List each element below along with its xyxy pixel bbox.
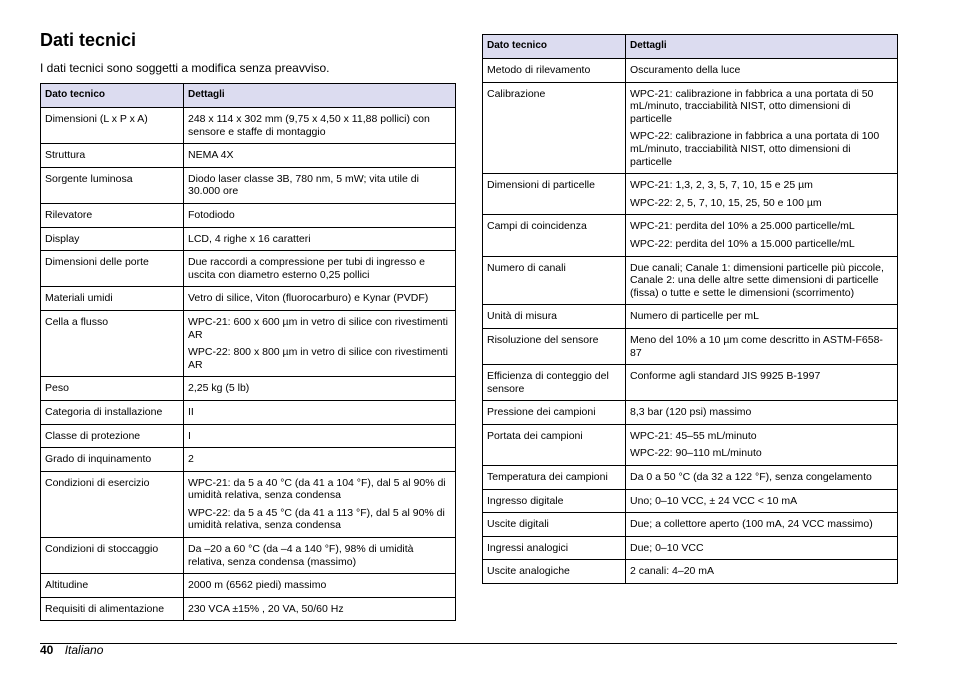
table-row (483, 365, 898, 401)
header-dettagli: Dettagli (184, 84, 456, 108)
table-row (41, 597, 456, 621)
table-row (483, 536, 898, 560)
spec-value: 2,25 kg (5 lb) (188, 382, 250, 395)
table-row (483, 513, 898, 537)
table-row (483, 82, 898, 174)
spec-value-cell (184, 167, 456, 203)
spec-value: LCD, 4 righe x 16 caratteri (188, 232, 311, 245)
spec-value: Oscuramento della luce (630, 64, 741, 76)
table-row (483, 256, 898, 305)
spec-label: Risoluzione del sensore (483, 328, 626, 364)
spec-value: WPC-21: 600 x 600 µm in vetro di silice con rivestimenti AR (188, 315, 448, 341)
table-row (41, 400, 456, 424)
table-row (483, 59, 898, 83)
spec-value-cell (626, 305, 898, 329)
spec-label: Uscite digitali (483, 513, 626, 537)
spec-value-cell (184, 538, 456, 574)
spec-value-cell (184, 574, 456, 598)
spec-label: Categoria di installazione (41, 400, 184, 424)
footer-divider (40, 643, 897, 644)
table-row (483, 328, 898, 364)
spec-value: 8,3 bar (120 psi) massimo (630, 406, 752, 419)
table-row (41, 424, 456, 448)
table-row (483, 401, 898, 425)
spec-value: WPC-21: 1,3, 2, 3, 5, 7, 10, 15 e 25 µm (630, 179, 813, 192)
spec-label: Cella a flusso (41, 310, 184, 376)
spec-value: WPC-22: calibrazione in fabbrica a una portata di 100 mL/minuto, tracciabilità NIST, otto dimensioni di particelle (630, 130, 880, 168)
spec-value-cell (184, 251, 456, 287)
table-row (41, 471, 456, 537)
spec-value-cell (626, 365, 898, 401)
spec-value: WPC-21: perdita del 10% a 25.000 particelle/mL (630, 220, 855, 233)
spec-label: Metodo di rilevamento (483, 59, 626, 83)
spec-value: Da –20 a 60 °C (da –4 a 140 °F), 98% di umidità relativa, senza condensa (massimo) (188, 543, 414, 568)
spec-label: Pressione dei campioni (483, 401, 626, 425)
spec-label: Grado di inquinamento (41, 448, 184, 472)
spec-value: 2 (188, 453, 194, 466)
spec-label: Unità di misura (483, 305, 626, 329)
header-dato-tecnico: Dato tecnico (483, 35, 626, 59)
spec-value: NEMA 4X (188, 149, 234, 162)
table-row (41, 377, 456, 401)
spec-value: WPC-22: da 5 a 45 °C (da 41 a 113 °F), dal 5 al 90% di umidità relativa, senza condensa (188, 506, 445, 532)
page-title: Dati tecnici (40, 30, 137, 50)
header-dettagli: Dettagli (626, 35, 898, 59)
spec-table-left-body (41, 108, 456, 621)
table-row (41, 448, 456, 472)
page-footer (40, 643, 103, 657)
spec-value: Fotodiodo (188, 208, 235, 221)
spec-value: Meno del 10% a 10 µm come descritto in ASTM-F658-87 (630, 333, 883, 359)
spec-label: Peso (41, 377, 184, 401)
spec-value-cell (626, 59, 898, 83)
spec-value-cell (184, 203, 456, 227)
spec-value: WPC-21: calibrazione in fabbrica a una portata di 50 mL/minuto, tracciabilità NIST, otto dimensioni di particelle (630, 87, 874, 125)
table-row (483, 560, 898, 584)
spec-label: Ingresso digitale (483, 489, 626, 513)
spec-value-cell (626, 466, 898, 490)
spec-value-cell (626, 328, 898, 364)
footer-language: Italiano (64, 643, 104, 657)
spec-value-cell (626, 536, 898, 560)
spec-value: 2000 m (6562 piedi) massimo (188, 579, 327, 592)
spec-value: WPC-22: 2, 5, 7, 10, 15, 25, 50 e 100 µm (630, 196, 822, 209)
spec-value-cell (184, 377, 456, 401)
table-row (41, 574, 456, 598)
spec-label: Materiali umidi (41, 287, 184, 311)
spec-value: Due; a collettore aperto (100 mA, 24 VCC massimo) (630, 518, 873, 531)
page-number: 40 (40, 643, 54, 657)
table-row (41, 310, 456, 376)
spec-label: Condizioni di stoccaggio (41, 538, 184, 574)
spec-label: Ingressi analogici (483, 536, 626, 560)
spec-value: 248 x 114 x 302 mm (9,75 x 4,50 x 11,88 pollici) con sensore e staffe di montaggio (188, 113, 430, 138)
intro-text: I dati tecnici sono soggetti a modifica senza preavviso. (40, 61, 330, 75)
spec-value-cell (184, 424, 456, 448)
table-row (41, 287, 456, 311)
table-row (41, 227, 456, 251)
table-row (483, 489, 898, 513)
table-row (483, 424, 898, 465)
spec-value: Due; 0–10 VCC (630, 541, 704, 554)
spec-value: Due canali; Canale 1: dimensioni particelle più piccole, Canale 2: una delle altre sette dimensioni di particelle (fissa) o tutte e sette le dimensioni (scorrimento) (630, 261, 884, 299)
spec-value: Numero di particelle per mL (630, 310, 759, 323)
spec-value: WPC-21: da 5 a 40 °C (da 41 a 104 °F), dal 5 al 90% di umidità relativa, senza condensa (188, 476, 446, 502)
spec-value: WPC-21: 45–55 mL/minuto (630, 429, 757, 442)
spec-value-cell (626, 82, 898, 174)
spec-value: WPC-22: 800 x 800 µm in vetro di silice con rivestimenti AR (188, 346, 448, 371)
spec-value-cell (184, 471, 456, 537)
table-row (41, 108, 456, 144)
spec-label: Altitudine (41, 574, 184, 598)
spec-value-cell (184, 310, 456, 376)
spec-label: Efficienza di conteggio del sensore (483, 365, 626, 401)
spec-value: Conforme agli standard JIS 9925 B-1997 (630, 370, 821, 383)
spec-value-cell (626, 215, 898, 256)
spec-value-cell (626, 256, 898, 305)
spec-label: Numero di canali (483, 256, 626, 305)
table-header-row (483, 35, 898, 59)
spec-label: Requisiti di alimentazione (41, 597, 184, 621)
spec-value-cell (626, 489, 898, 513)
spec-label: Dimensioni (L x P x A) (41, 108, 184, 144)
table-row (483, 215, 898, 256)
spec-value-cell (626, 424, 898, 465)
spec-value-cell (184, 400, 456, 424)
spec-value: Diodo laser classe 3B, 780 nm, 5 mW; vita utile di 30.000 ore (188, 172, 419, 198)
spec-value-cell (184, 227, 456, 251)
spec-value: Due raccordi a compressione per tubi di ingresso e uscita con diametro esterno 0,25 pollici (188, 256, 425, 281)
table-row (41, 251, 456, 287)
header-dato-tecnico: Dato tecnico (41, 84, 184, 108)
spec-label: Campi di coincidenza (483, 215, 626, 256)
spec-label: Classe di protezione (41, 424, 184, 448)
table-row (483, 174, 898, 215)
table-row (41, 538, 456, 574)
spec-value: Uno; 0–10 VCC, ± 24 VCC < 10 mA (630, 494, 798, 507)
table-row (41, 144, 456, 168)
spec-label: Condizioni di esercizio (41, 471, 184, 537)
spec-value: II (188, 405, 194, 418)
spec-label: Temperatura dei campioni (483, 466, 626, 490)
spec-value-cell (184, 597, 456, 621)
table-row (483, 466, 898, 490)
spec-value-cell (626, 401, 898, 425)
spec-value: Vetro di silice, Viton (fluorocarburo) e Kynar (PVDF) (188, 292, 429, 305)
table-row (483, 305, 898, 329)
spec-value-cell (184, 108, 456, 144)
spec-value: 230 VCA ±15% , 20 VA, 50/60 Hz (188, 602, 344, 615)
spec-label: Calibrazione (483, 82, 626, 174)
spec-value-cell (184, 144, 456, 168)
spec-table-right (482, 34, 898, 584)
spec-label: Portata dei campioni (483, 424, 626, 465)
spec-label: Uscite analogiche (483, 560, 626, 584)
spec-value-cell (184, 448, 456, 472)
spec-value: Da 0 a 50 °C (da 32 a 122 °F), senza congelamento (630, 471, 872, 484)
spec-label: Sorgente luminosa (41, 167, 184, 203)
table-row (41, 167, 456, 203)
spec-label: Struttura (41, 144, 184, 168)
spec-value-cell (626, 174, 898, 215)
spec-value-cell (184, 287, 456, 311)
spec-label: Dimensioni di particelle (483, 174, 626, 215)
spec-value-cell (626, 513, 898, 537)
spec-value-cell (626, 560, 898, 584)
spec-label: Dimensioni delle porte (41, 251, 184, 287)
spec-value: WPC-22: perdita del 10% a 15.000 particelle/mL (630, 237, 855, 250)
spec-value: WPC-22: 90–110 mL/minuto (630, 447, 762, 460)
table-header-row (41, 84, 456, 108)
spec-table-left (40, 83, 456, 621)
spec-value: 2 canali: 4–20 mA (630, 565, 715, 578)
spec-label: Display (41, 227, 184, 251)
spec-table-right-body (483, 59, 898, 584)
spec-value: I (188, 429, 191, 442)
spec-label: Rilevatore (41, 203, 184, 227)
table-row (41, 203, 456, 227)
